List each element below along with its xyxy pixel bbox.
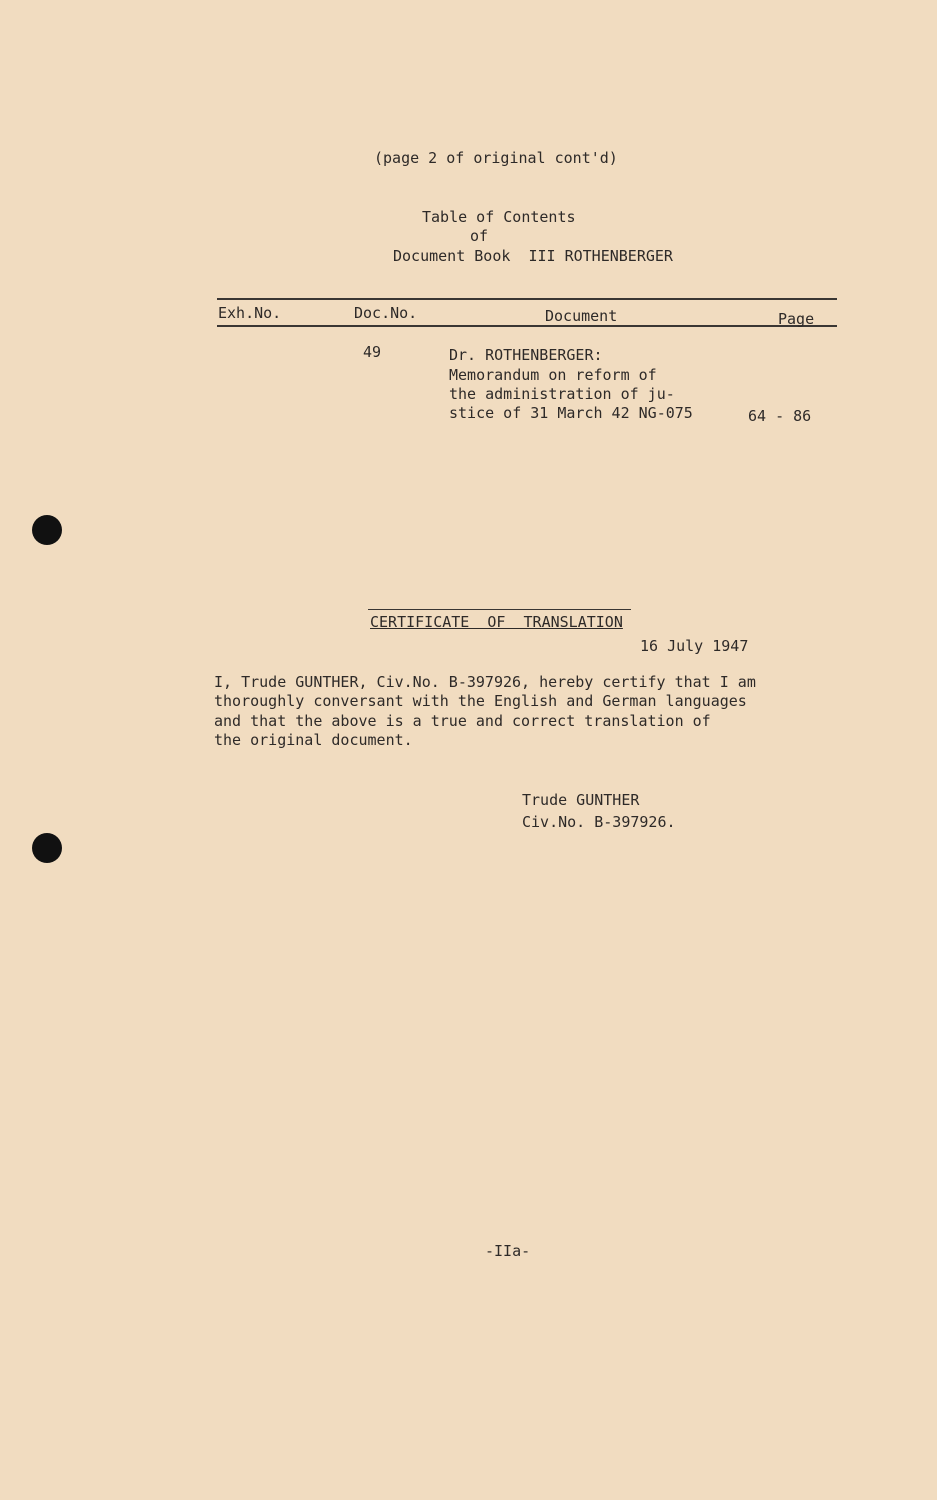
- certificate-body-line-4: the original document.: [214, 731, 413, 749]
- certificate-title: CERTIFICATE OF TRANSLATION: [370, 613, 623, 631]
- toc-title: Table of Contents: [422, 208, 576, 226]
- punch-hole-bottom: [32, 833, 62, 863]
- row-document-line-4: stice of 31 March 42 NG-075: [449, 404, 693, 422]
- certificate-body-line-3: and that the above is a true and correct translation of: [214, 712, 711, 730]
- toc-of: of: [470, 227, 489, 245]
- row-page: 64 - 86: [748, 407, 812, 425]
- certificate-date: 16 July 1947: [640, 637, 749, 655]
- continuation-note: (page 2 of original cont'd): [374, 149, 618, 167]
- col-header-page: Page: [778, 310, 815, 328]
- signature-name: Trude GUNTHER: [522, 791, 640, 809]
- table-top-rule: [217, 298, 837, 300]
- table-header-rule: [217, 325, 837, 327]
- col-header-exh-no: Exh.No.: [218, 304, 282, 322]
- certificate-body-line-2: thoroughly conversant with the English and German languages: [214, 692, 747, 710]
- row-document-line-2: Memorandum on reform of: [449, 366, 657, 384]
- col-header-doc-no: Doc.No.: [354, 304, 418, 322]
- col-header-document: Document: [545, 307, 618, 325]
- signature-civ-no: Civ.No. B-397926.: [522, 813, 676, 831]
- toc-book: Document Book III ROTHENBERGER: [393, 247, 673, 265]
- row-doc-no: 49: [363, 343, 382, 361]
- row-document-line-1: Dr. ROTHENBERGER:: [449, 346, 603, 364]
- page-number: -IIa-: [485, 1242, 531, 1260]
- certificate-top-rule: [368, 609, 631, 610]
- row-document-line-3: the administration of ju-: [449, 385, 675, 403]
- certificate-body-line-1: I, Trude GUNTHER, Civ.No. B-397926, hereby certify that I am: [214, 673, 756, 691]
- punch-hole-top: [32, 515, 62, 545]
